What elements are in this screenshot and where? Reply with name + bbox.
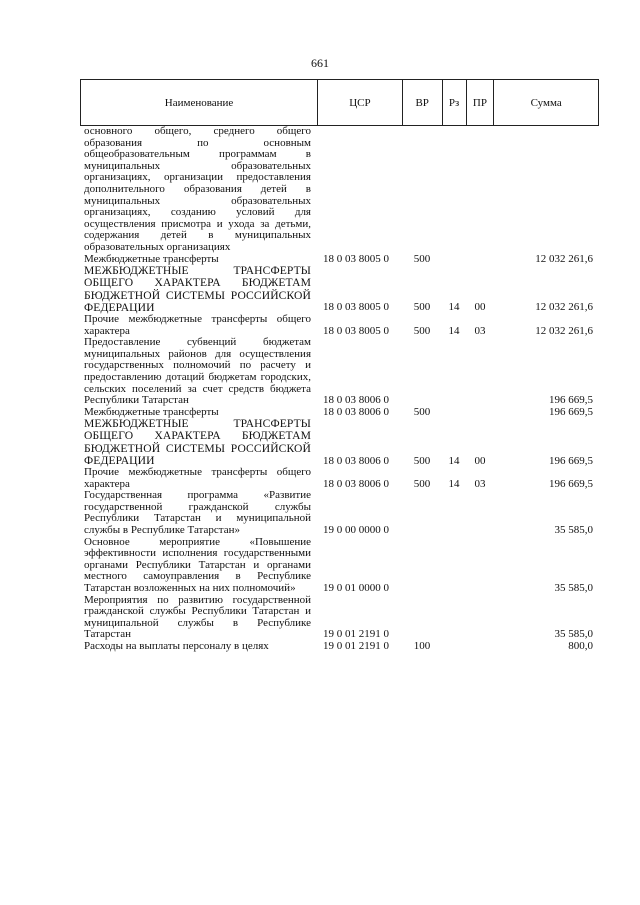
cell-csr: 18 0 03 8005 0 <box>323 252 389 265</box>
cell-rz: 14 <box>448 301 460 314</box>
header-name: Наименование <box>164 96 234 109</box>
cell-pr <box>466 595 494 641</box>
cell-name: Предоставление субвенций бюджетам муниципальных районов для осуществления государственных полномочий по расчету и предоставлению дотаций бюджетам городских, сельских поселений за счет средств бюджета Республики Татарстан <box>84 336 311 407</box>
cell-pr <box>466 337 494 407</box>
cell-pr <box>466 126 494 254</box>
cell-vr: 500 <box>413 324 431 337</box>
cell-pr: 03 <box>474 477 486 490</box>
cell-name: основного общего, среднего общего образования по основным общеобразовательным программам в муниципальных образовательных организациях, организации предоставления дополнительного образования детей в муниципальных образовательных организациях, созданию условий для осуществления присмотра и ухода за детьми, содержания детей в муниципальных образовательных организациях <box>84 125 311 253</box>
cell-csr: 19 0 01 0000 0 <box>323 582 389 595</box>
cell-name: Прочие межбюджетные трансферты общего характера <box>84 312 311 337</box>
table-row <box>80 337 599 407</box>
cell-sum: 800,0 <box>568 640 593 652</box>
cell-vr: 100 <box>413 640 431 652</box>
cell-rz: 14 <box>448 454 460 467</box>
table-row <box>80 265 599 314</box>
cell-pr <box>466 537 494 595</box>
cell-pr <box>466 490 494 536</box>
table-row <box>80 490 599 536</box>
table-row <box>80 314 599 337</box>
cell-sum: 35 585,0 <box>554 582 593 595</box>
cell-name: МЕЖБЮДЖЕТНЫЕ ТРАНСФЕРТЫ ОБЩЕГО ХАРАКТЕРА БЮДЖЕТАМ БЮДЖЕТНОЙ СИСТЕМЫ РОССИЙСКОЙ ФЕДЕРАЦИИ <box>84 417 311 467</box>
table-row <box>80 641 599 653</box>
cell-rz <box>442 126 466 254</box>
cell-sum: 196 669,5 <box>549 477 593 490</box>
cell-vr: 500 <box>413 252 431 265</box>
cell-csr: 18 0 03 8006 0 <box>323 454 389 467</box>
cell-csr: 19 0 00 0000 0 <box>323 524 389 537</box>
cell-sum: 12 032 261,6 <box>535 301 593 314</box>
cell-csr: 19 0 01 2191 0 <box>323 640 389 652</box>
cell-name: Межбюджетные трансферты <box>84 405 219 418</box>
cell-sum: 196 669,5 <box>549 394 593 407</box>
cell-rz <box>442 337 466 407</box>
cell-csr: 18 0 03 8006 0 <box>323 477 389 490</box>
cell-pr: 03 <box>474 324 486 337</box>
table-header <box>80 79 599 126</box>
cell-name: Государственная программа «Развитие государственной гражданской службы Республики Татарстан и муниципальной службы в Республике Татарстан» <box>84 489 311 537</box>
cell-name: Межбюджетные трансферты <box>84 252 219 265</box>
cell-name: Расходы на выплаты персоналу в целях <box>84 640 269 652</box>
header-sum: Сумма <box>493 80 598 125</box>
cell-name: Основное мероприятие «Повышение эффективности исполнения государственными органами Республики Татарстан и органами местного самоуправления в Республике Татарстан возложенных на них полномочий» <box>84 535 311 595</box>
table-body <box>80 126 599 653</box>
table-row <box>80 595 599 641</box>
cell-name: Мероприятия по развитию государственной гражданской службы Республики Татарстан и муниципальной службы в Республике Татарстан <box>84 593 311 641</box>
cell-pr: 00 <box>474 454 486 467</box>
cell-pr <box>466 254 494 266</box>
cell-rz: 14 <box>448 324 460 337</box>
cell-rz <box>442 641 466 653</box>
cell-sum: 12 032 261,6 <box>535 324 593 337</box>
budget-table <box>80 79 599 653</box>
cell-vr: 500 <box>413 301 431 314</box>
cell-name: МЕЖБЮДЖЕТНЫЕ ТРАНСФЕРТЫ ОБЩЕГО ХАРАКТЕРА БЮДЖЕТАМ БЮДЖЕТНОЙ СИСТЕМЫ РОССИЙСКОЙ ФЕДЕРАЦИИ <box>84 264 311 314</box>
table-row <box>80 467 599 490</box>
header-pr: ПР <box>466 80 494 125</box>
cell-rz: 14 <box>448 477 460 490</box>
cell-pr: 00 <box>474 301 486 314</box>
cell-sum: 35 585,0 <box>554 628 593 641</box>
header-vr: ВР <box>402 80 442 125</box>
cell-vr <box>402 595 442 641</box>
header-rz: Рз <box>442 80 466 125</box>
page-number: 661 <box>311 56 329 70</box>
cell-sum: 35 585,0 <box>554 524 593 537</box>
cell-csr: 18 0 03 8005 0 <box>323 324 389 337</box>
cell-rz <box>442 595 466 641</box>
cell-sum: 12 032 261,6 <box>535 252 593 265</box>
cell-rz <box>442 537 466 595</box>
cell-sum: 196 669,5 <box>549 405 593 418</box>
cell-sum <box>494 126 599 254</box>
cell-pr <box>466 407 494 419</box>
cell-csr: 18 0 03 8005 0 <box>323 301 389 314</box>
cell-vr <box>402 490 442 536</box>
cell-sum: 196 669,5 <box>549 454 593 467</box>
cell-rz <box>442 490 466 536</box>
cell-vr <box>402 537 442 595</box>
cell-rz <box>442 254 466 266</box>
cell-vr <box>402 337 442 407</box>
cell-csr: 19 0 01 2191 0 <box>323 628 389 641</box>
cell-vr: 500 <box>413 477 431 490</box>
header-csr: ЦСР <box>317 80 402 125</box>
cell-name: Прочие межбюджетные трансферты общего характера <box>84 466 311 490</box>
cell-csr: 18 0 03 8006 0 <box>323 405 389 418</box>
table-row <box>80 537 599 595</box>
cell-rz <box>442 407 466 419</box>
cell-csr: 18 0 03 8006 0 <box>323 394 389 407</box>
cell-vr: 500 <box>413 454 431 467</box>
table-row <box>80 418 599 467</box>
cell-csr <box>317 126 402 254</box>
cell-vr: 500 <box>413 405 431 418</box>
table-row <box>80 126 599 254</box>
cell-vr <box>402 126 442 254</box>
cell-pr <box>466 641 494 653</box>
